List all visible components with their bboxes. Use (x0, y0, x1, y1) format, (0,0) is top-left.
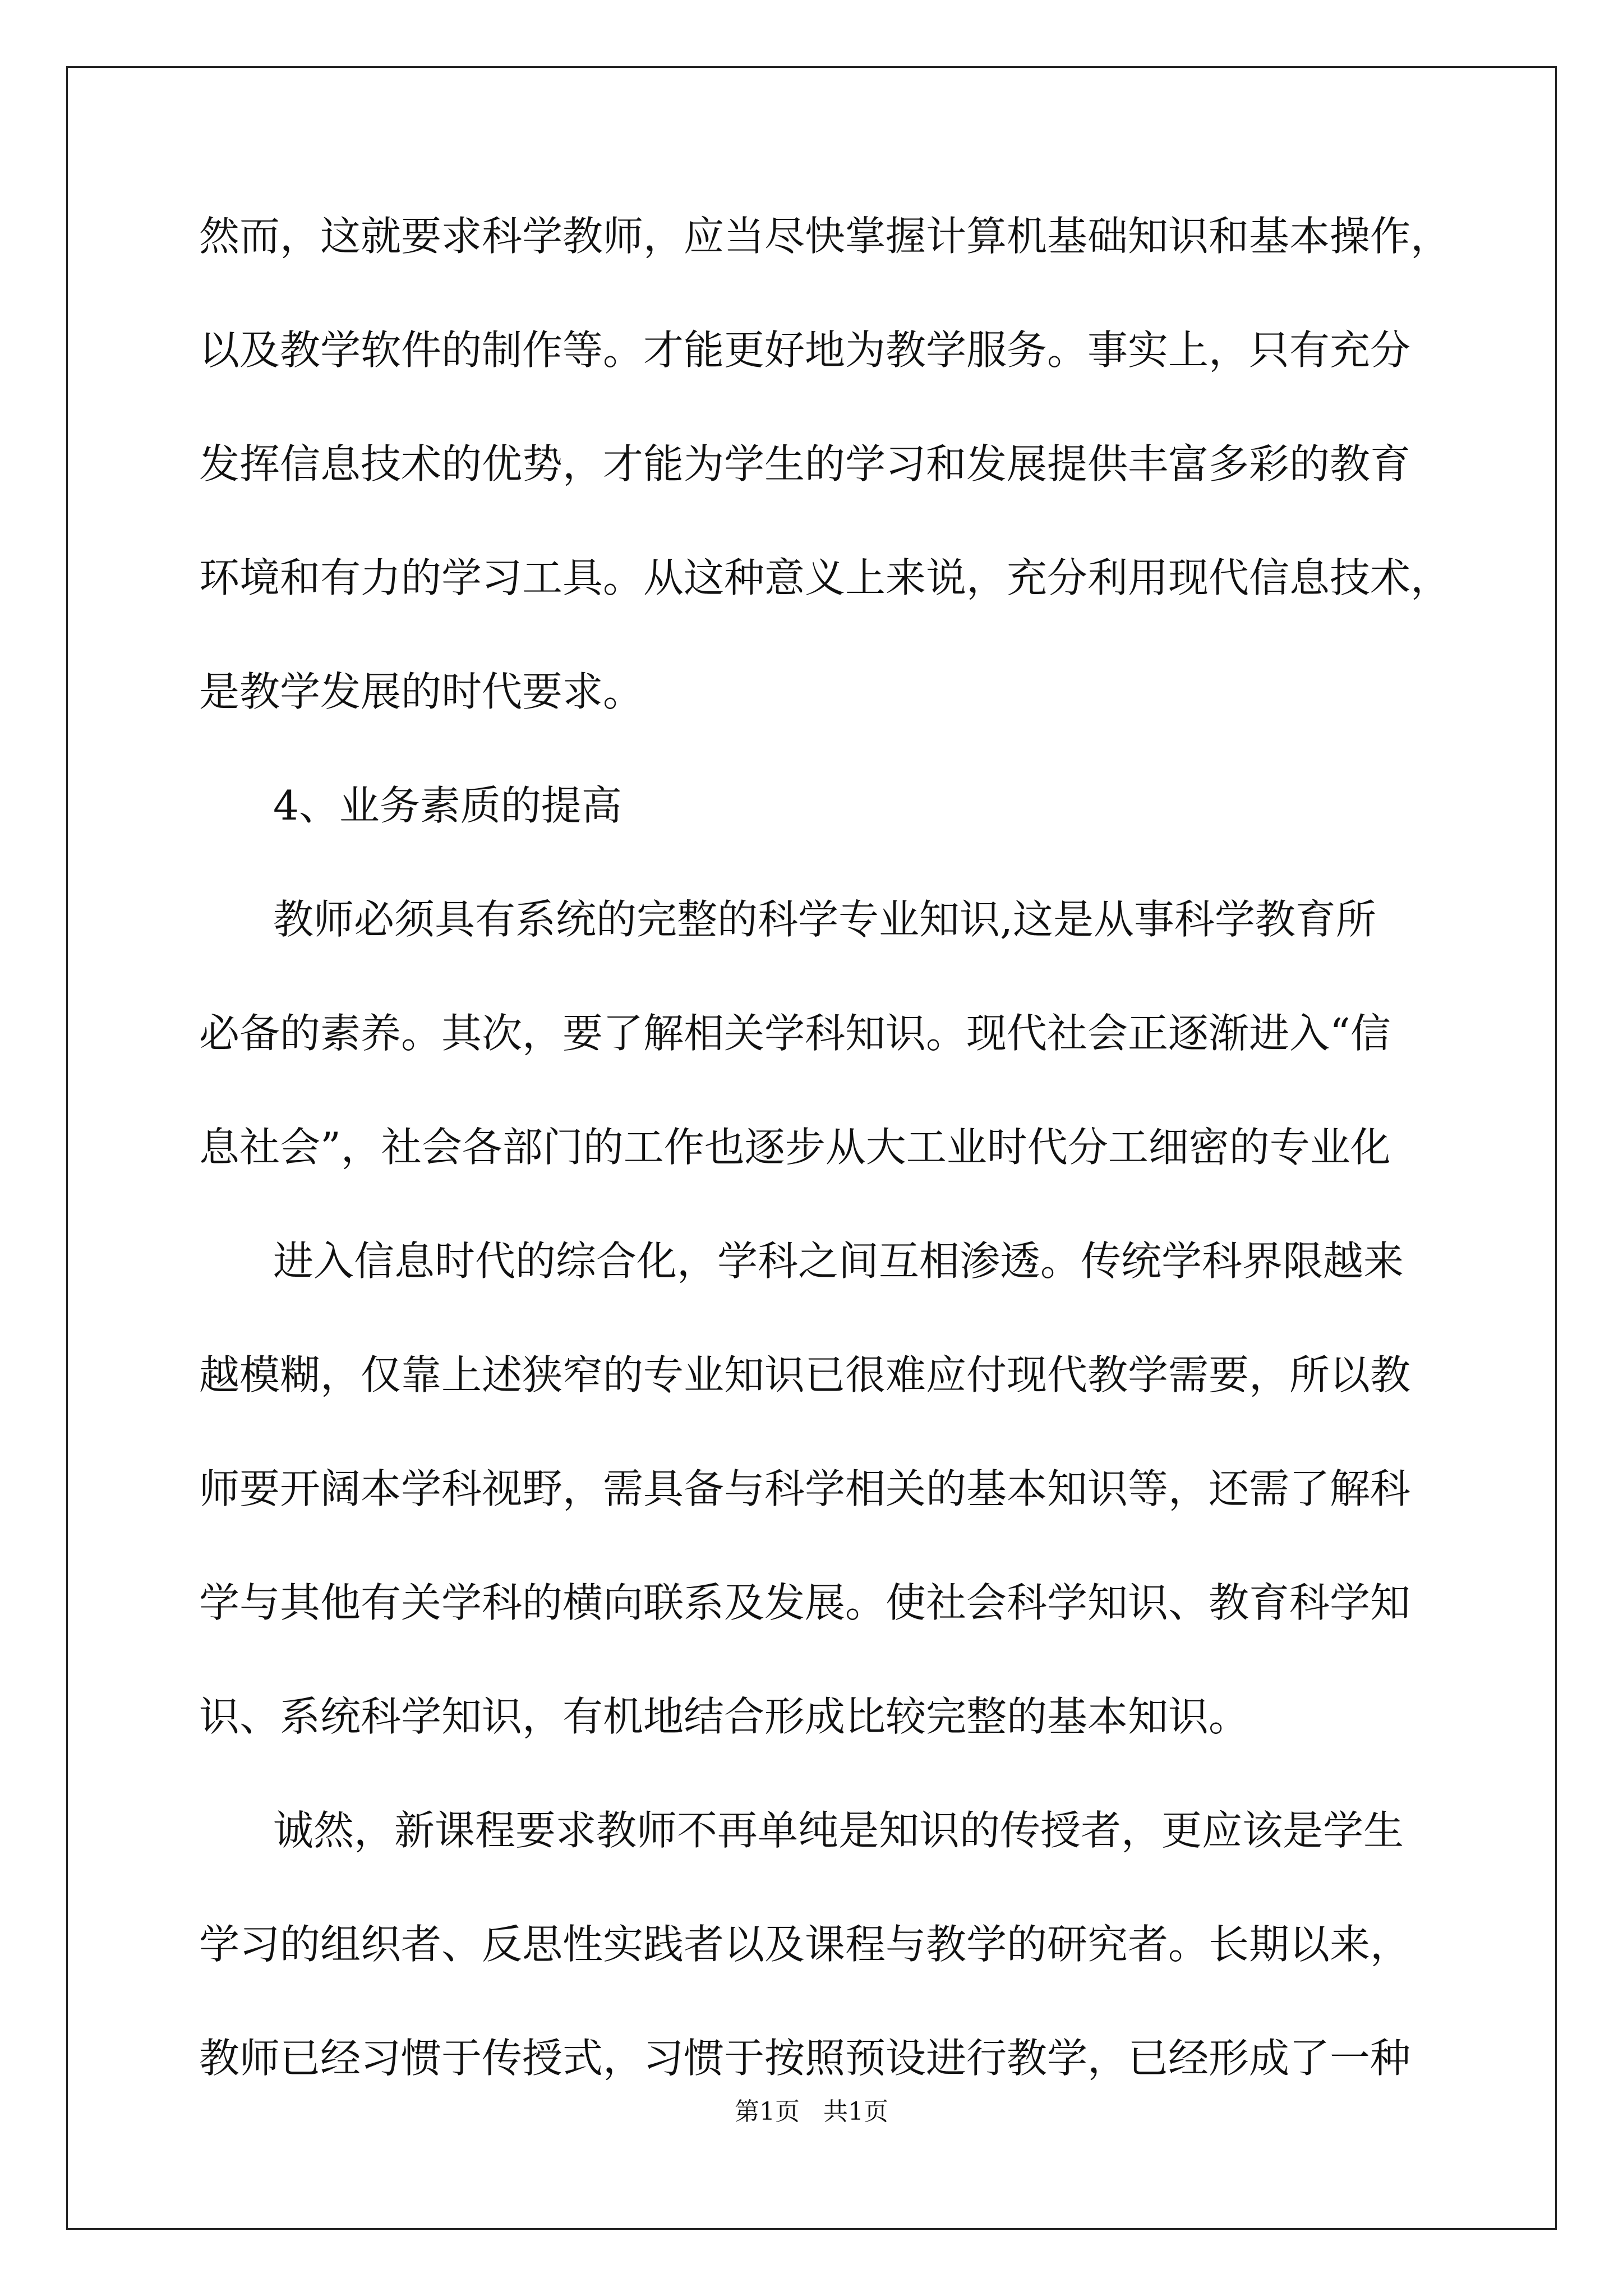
text-line-3: 发挥信息技术的优势，才能为学生的学习和发展提供丰富多彩的教育 (199, 440, 1411, 487)
text-line-1: 然而，这就要求科学教师，应当尽快掌握计算机基础知识和基本操作， (199, 213, 1451, 260)
text-line-11: 越模糊，仅靠上述狭窄的专业知识已很难应付现代教学需要，所以教 (199, 1351, 1411, 1398)
page-number-footer: 第1页 共1页 (735, 2097, 888, 2126)
text-line-5: 是教学发展的时代要求。 (199, 668, 644, 715)
text-line-4: 环境和有力的学习工具。从这种意义上来说，充分利用现代信息技术， (199, 554, 1451, 601)
text-line-8: 必备的素养。其次，要了解相关学科知识。现代社会正逐渐进入“信 (199, 1010, 1391, 1057)
section-heading: 4、业务素质的提高 (273, 782, 622, 829)
document-body (199, 202, 1451, 2138)
text-line-9: 息社会”，社会各部门的工作也逐步从大工业时代分工细密的专业化 (199, 1124, 1391, 1171)
text-line-12: 师要开阔本学科视野，需具备与科学相关的基本知识等，还需了解科 (199, 1465, 1411, 1512)
text-line-13: 学与其他有关学科的横向联系及发展。使社会科学知识、教育科学知 (199, 1579, 1411, 1626)
text-line-7: 教师必须具有系统的完整的科学专业知识,这是从事科学教育所 (273, 896, 1376, 943)
text-line-14: 识、系统科学知识，有机地结合形成比较完整的基本知识。 (199, 1693, 1249, 1740)
text-line-16: 学习的组织者、反思性实践者以及课程与教学的研究者。长期以来， (199, 1921, 1411, 1968)
text-line-15: 诚然，新课程要求教师不再单纯是知识的传授者，更应该是学生 (273, 1807, 1404, 1854)
text-line-10: 进入信息时代的综合化，学科之间互相渗透。传统学科界限越来 (273, 1237, 1404, 1285)
text-line-17: 教师已经习惯于传授式，习惯于按照预设进行教学，已经形成了一种 (199, 2035, 1411, 2082)
text-line-2: 以及教学软件的制作等。才能更好地为教学服务。事实上，只有充分 (199, 326, 1411, 374)
